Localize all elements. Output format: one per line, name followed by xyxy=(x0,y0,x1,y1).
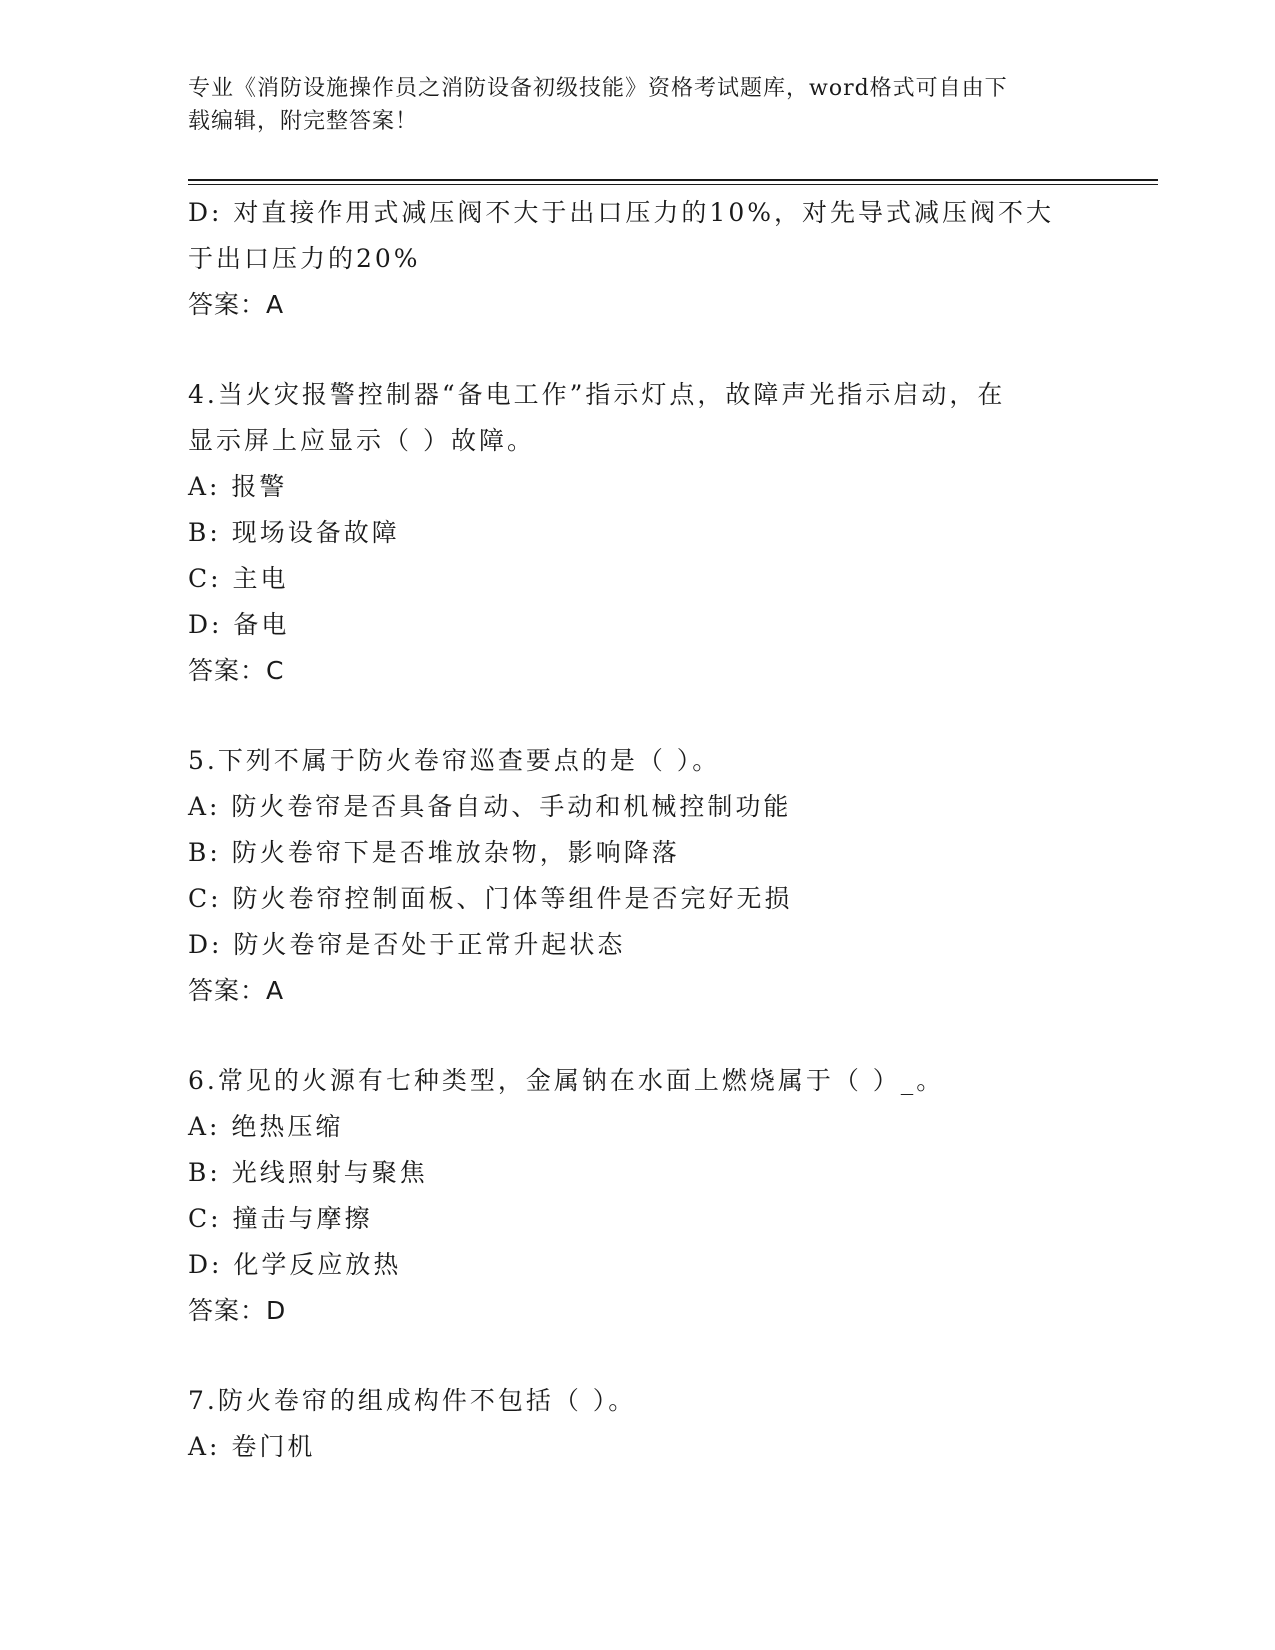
document-header xyxy=(188,72,1068,138)
header-divider-thin xyxy=(188,184,1158,185)
answer: 答案：A xyxy=(188,290,285,319)
answer: 答案：A xyxy=(188,976,285,1005)
option-c: C: 撞击与摩擦 xyxy=(188,1204,373,1233)
question-block-5 xyxy=(188,738,1088,1014)
question-stem: 5.下列不属于防火卷帘巡查要点的是（ ）。 xyxy=(188,746,721,775)
option-b: B: 防火卷帘下是否堆放杂物，影响降落 xyxy=(188,838,680,867)
option-a: A: 绝热压缩 xyxy=(188,1112,344,1141)
header-line-1: 专业《消防设施操作员之消防设备初级技能》资格考试题库，word格式可自由下 xyxy=(188,76,1008,101)
answer: 答案：D xyxy=(188,1296,287,1325)
option-a: A: 卷门机 xyxy=(188,1432,316,1461)
option-c: C: 主电 xyxy=(188,564,289,593)
question-block-4 xyxy=(188,372,1088,694)
option-b: B: 现场设备故障 xyxy=(188,518,400,547)
option-d: D: 备电 xyxy=(188,610,290,639)
option-d-continued: 于出口压力的20% xyxy=(188,244,421,273)
answer: 答案：C xyxy=(188,656,285,685)
header-line-2: 载编辑，附完整答案！ xyxy=(188,109,419,134)
option-b: B: 光线照射与聚焦 xyxy=(188,1158,428,1187)
option-c: C: 防火卷帘控制面板、门体等组件是否完好无损 xyxy=(188,884,793,913)
option-a: A: 防火卷帘是否具备自动、手动和机械控制功能 xyxy=(188,792,792,821)
question-block-prev xyxy=(188,190,1088,328)
question-block-7 xyxy=(188,1378,1088,1470)
document-body xyxy=(188,190,1088,1470)
option-d: D: 防火卷帘是否处于正常升起状态 xyxy=(188,930,626,959)
option-d: D: 对直接作用式减压阀不大于出口压力的10%，对先导式减压阀不大 xyxy=(188,198,1054,227)
question-stem: 6.常见的火源有七种类型，金属钠在水面上燃烧属于（ ）_。 xyxy=(188,1066,945,1095)
option-a: A: 报警 xyxy=(188,472,288,501)
question-stem: 4.当火灾报警控制器“备电工作”指示灯点，故障声光指示启动，在 xyxy=(188,380,1006,409)
question-stem: 7.防火卷帘的组成构件不包括（ ）。 xyxy=(188,1386,637,1415)
header-divider-thick xyxy=(188,179,1158,181)
option-d: D: 化学反应放热 xyxy=(188,1250,402,1279)
question-block-6 xyxy=(188,1058,1088,1334)
question-stem-continued: 显示屏上应显示（ ）故障。 xyxy=(188,426,535,455)
